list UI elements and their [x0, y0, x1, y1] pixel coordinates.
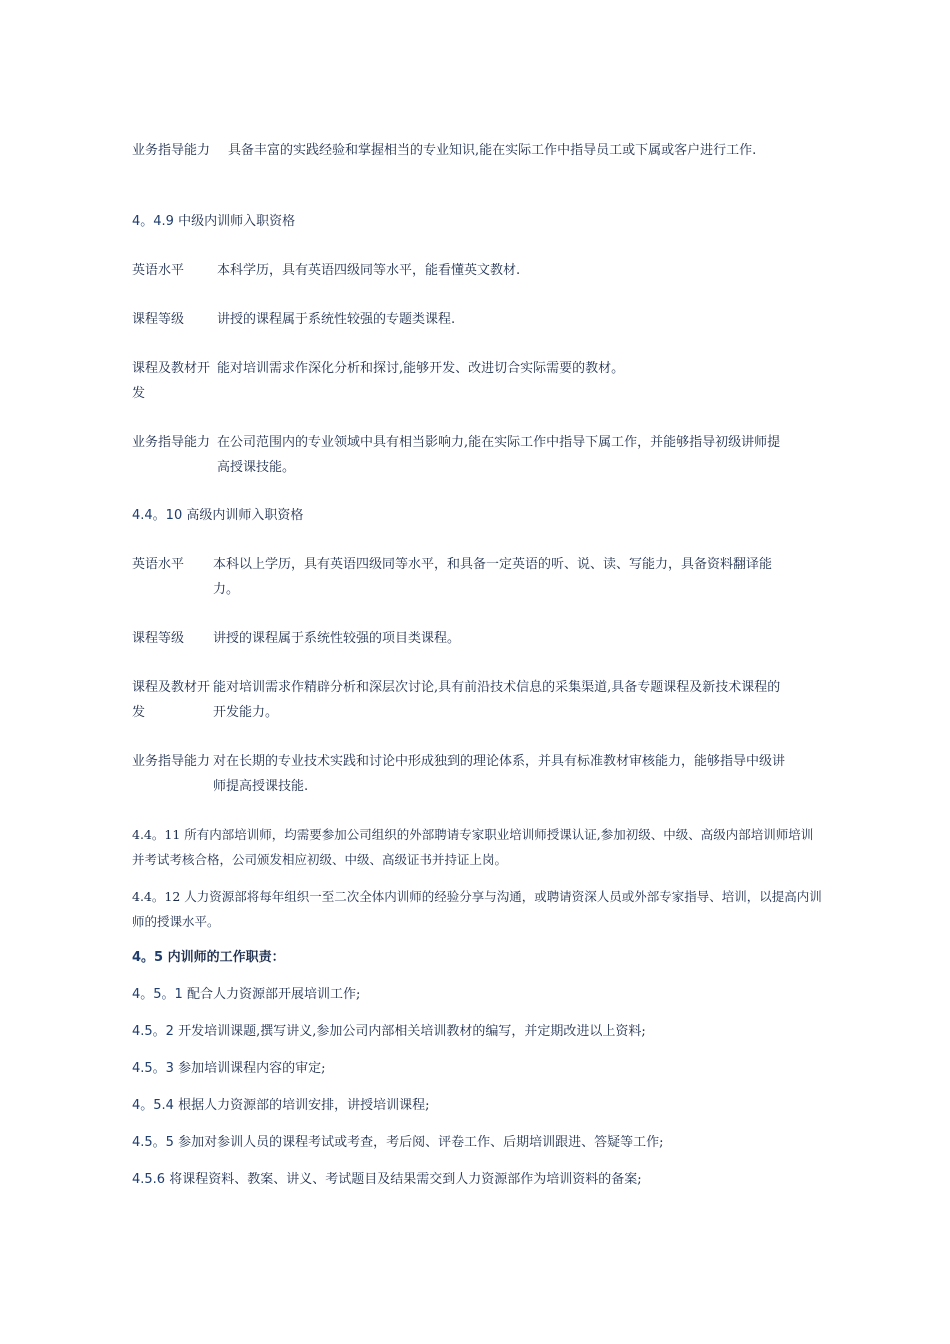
row-desc: 讲授的课程属于系统性较强的项目类课程。: [213, 631, 461, 646]
qualification-row: [132, 307, 812, 332]
item-number: 4.5。3: [132, 1061, 174, 1076]
row-desc: 对在长期的专业技术实践和讨论中形成独到的理论体系，并具有标准教材审核能力，能够指导中级讲师提高授课技能.: [213, 754, 786, 794]
paragraph-4-4-12: 4.4。12 人力资源部将每年组织一至二次全体内训师的经验分享与沟通，或聘请资深人员或外部专家指导、培训，以提高内训师的授课水平。: [132, 889, 822, 929]
item-number: 4。5.4: [132, 1098, 174, 1113]
row-label: 课程及教材开发: [132, 680, 211, 720]
item-text: 开发培训课题,撰写讲义,参加公司内部相关培训教材的编写，并定期改进以上资料;: [178, 1024, 646, 1039]
row-desc: 讲授的课程属于系统性较强的专题类课程.: [217, 312, 456, 327]
paragraph-4-4-11: 4.4。11 所有内部培训师，均需要参加公司组织的外部聘请专家职业培训师授课认证,参加初级、中级、高级内部培训师培训并考试考核合格，公司颁发相应初级、中级、高级证书并持证上岗。: [132, 827, 814, 867]
list-item: [132, 985, 360, 1005]
row-desc: 本科以上学历，具有英语四级同等水平，和具备一定英语的听、说、读、写能力，具备资料翻译能力。: [213, 557, 773, 597]
item-text: 根据人力资源部的培训安排，讲授培训课程;: [178, 1098, 430, 1113]
row-desc: 在公司范围内的专业领域中具有相当影响力,能在实际工作中指导下属工作，并能够指导初级讲师提高授课技能。: [217, 435, 781, 475]
qualification-row: [132, 675, 812, 725]
item-text: 参加对参训人员的课程考试或考查，考后阅、评卷工作、后期培训跟进、答疑等工作;: [178, 1135, 664, 1150]
list-item: [132, 1022, 646, 1042]
item-number: 4.5。5: [132, 1135, 174, 1150]
row-label: 业务指导能力: [132, 435, 211, 450]
row-desc: 能对培训需求作深化分析和探讨,能够开发、改进切合实际需要的教材。: [217, 361, 625, 376]
qualification-row: [132, 626, 812, 651]
heading-number: 4。4.9: [132, 214, 174, 229]
row-label: 业务指导能力: [132, 143, 211, 158]
row-label: 英语水平: [132, 263, 185, 278]
heading-number: 4.4。10: [132, 508, 183, 523]
item-text: 参加培训课程内容的审定;: [178, 1061, 326, 1076]
row-desc: 具备丰富的实践经验和掌握相当的专业知识,能在实际工作中指导员工或下属或客户进行工作.: [228, 143, 757, 158]
row-label: 课程等级: [132, 631, 185, 646]
item-number: 4。5。1: [132, 987, 183, 1002]
row-label: 课程及教材开发: [132, 361, 211, 401]
section-heading: [132, 212, 295, 232]
section-heading: [132, 948, 285, 968]
row-desc: 本科学历，具有英语四级同等水平，能看懂英文教材.: [217, 263, 521, 278]
row-desc: 能对培训需求作精辟分析和深层次讨论,具有前沿技术信息的采集渠道,具备专题课程及新技术课程的开发能力。: [213, 680, 781, 720]
item-text: 将课程资料、教案、讲义、考试题目及结果需交到人力资源部作为培训资料的备案;: [169, 1172, 642, 1187]
qualification-row: [132, 749, 812, 799]
qualification-row: [132, 356, 812, 406]
list-item: [132, 1170, 642, 1190]
item-number: 4.5。2: [132, 1024, 174, 1039]
heading-text: 高级内训师入职资格: [186, 508, 304, 523]
heading-number: 4。5: [132, 950, 164, 965]
row-label: 英语水平: [132, 557, 185, 572]
qualification-row: [132, 430, 812, 480]
heading-text: 内训师的工作职责：: [167, 950, 285, 965]
list-item: [132, 1133, 663, 1153]
list-item: [132, 1059, 325, 1079]
row-label: 业务指导能力: [132, 754, 211, 769]
heading-text: 中级内训师入职资格: [178, 214, 296, 229]
item-number: 4.5.6: [132, 1172, 166, 1187]
item-text: 配合人力资源部开展培训工作;: [186, 987, 361, 1002]
list-item: [132, 1096, 429, 1116]
row-label: 课程等级: [132, 312, 185, 327]
qualification-row: [132, 138, 812, 188]
section-heading: [132, 506, 303, 526]
qualification-row: [132, 258, 812, 283]
qualification-row: [132, 552, 812, 602]
